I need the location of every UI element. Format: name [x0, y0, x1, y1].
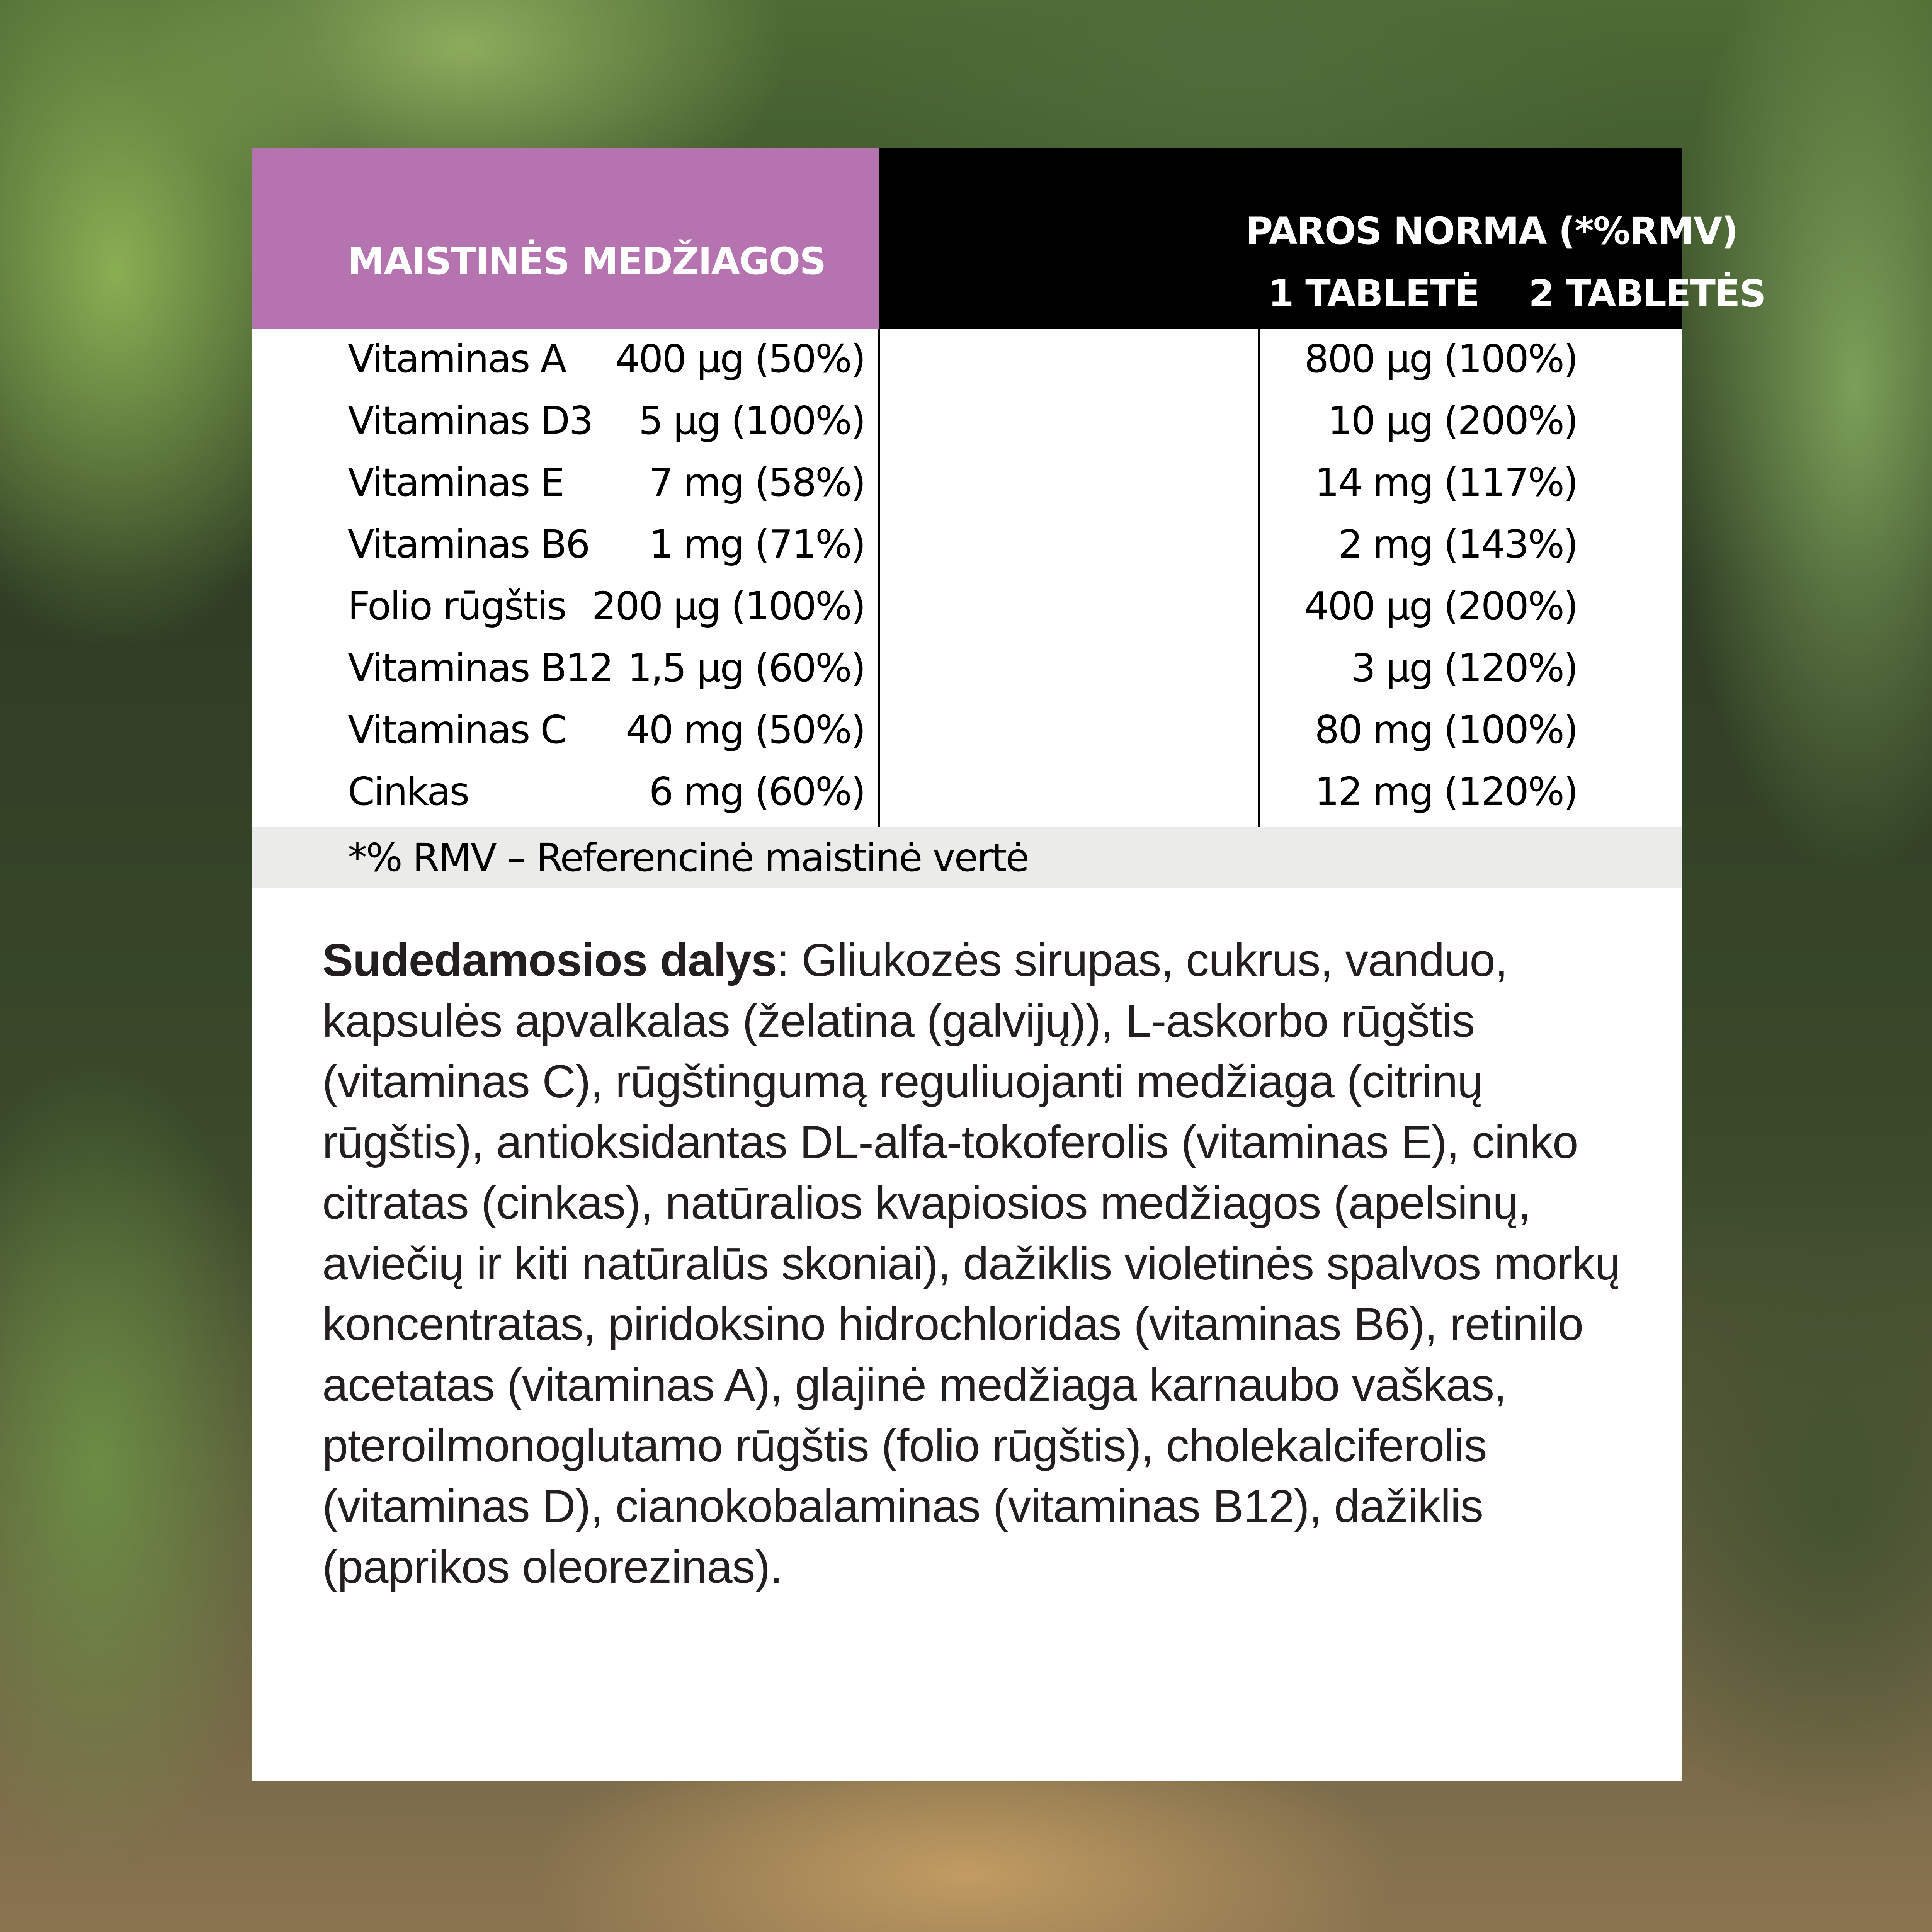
- header-daily-norm-label: PAROS NORMA (*%RMV): [1246, 209, 1738, 253]
- ingredients-label: Sudedamosios dalys: [322, 934, 777, 986]
- header-nutrients-label: MAISTINĖS MEDŽIAGOS: [348, 240, 826, 283]
- nutrient-name: Vitaminas B12: [348, 645, 613, 690]
- header-one-tablet-label: 1 TABLETĖ: [1268, 272, 1479, 315]
- table-row: [252, 577, 1682, 638]
- nutrient-name: Folio rūgštis: [348, 583, 566, 629]
- nutrition-card: [252, 148, 1765, 1781]
- one-tablet-value: 40 mg (50%): [625, 707, 865, 752]
- table-row: [252, 700, 1682, 762]
- header-two-tablets-label: 2 TABLETĖS: [1529, 272, 1765, 315]
- footnote-text: *% RMV – Referencinė maistinė vertė: [348, 835, 1028, 880]
- rmv-footnote: [252, 827, 1682, 888]
- table-row: [252, 329, 1682, 391]
- ingredients-text: Gliukozės sirupas, cukrus, vanduo, kapsulės apvalkalas (želatina (galvijų)), L-askorbo rūgštis (vitaminas C), rūgštingumą reguliuojanti medžiaga (citrinų rūgštis), antioksidantas DL-alfa-tokoferolis (vitaminas E), cinko citratas (cinkas), natūralios kvapiosios medžiagos (apelsinų, aviečių ir kiti natūralūs skoniai), dažiklis violetinės spalvos morkų koncentratas, piridoksino hidrochloridas (vitaminas B6), retinilo acetatas (vitaminas A), glajinė medžiaga karnaubo vaškas, pteroilmonoglutamo rūgštis (folio rūgštis), cholekalciferolis (vitaminas D), cianokobalaminas (vitaminas B12), dažiklis (paprikos oleorezinas).: [322, 934, 1621, 1593]
- one-tablet-value: 6 mg (60%): [649, 769, 865, 814]
- two-tablets-value: 800 µg (100%): [1304, 336, 1577, 381]
- nutrient-name: Vitaminas C: [348, 707, 566, 752]
- header-nutrients-cell: [252, 148, 879, 329]
- table-row: [252, 638, 1682, 700]
- ingredients-separator: :: [776, 934, 802, 986]
- nutrient-name: Vitaminas A: [348, 336, 566, 381]
- two-tablets-value: 10 µg (200%): [1328, 398, 1577, 443]
- two-tablets-value: 2 mg (143%): [1338, 522, 1577, 567]
- table-row: [252, 762, 1682, 824]
- one-tablet-value: 400 µg (50%): [615, 336, 865, 381]
- two-tablets-value: 400 µg (200%): [1304, 583, 1577, 629]
- two-tablets-value: 80 mg (100%): [1315, 707, 1577, 752]
- nutrient-name: Vitaminas D3: [348, 398, 592, 443]
- one-tablet-value: 7 mg (58%): [649, 460, 865, 505]
- table-row: [252, 391, 1682, 453]
- ingredients-paragraph: [322, 930, 1621, 1597]
- two-tablets-value: 12 mg (120%): [1315, 769, 1577, 814]
- one-tablet-value: 1 mg (71%): [649, 522, 865, 567]
- two-tablets-value: 14 mg (117%): [1315, 460, 1577, 505]
- header-daily-norm-cell: [879, 148, 1765, 329]
- nutrient-name: Vitaminas E: [348, 460, 564, 505]
- one-tablet-value: 200 µg (100%): [592, 583, 865, 629]
- one-tablet-value: 1,5 µg (60%): [628, 645, 865, 690]
- table-row: [252, 453, 1682, 515]
- table-row: [252, 515, 1682, 577]
- two-tablets-value: 3 µg (120%): [1351, 645, 1577, 690]
- one-tablet-value: 5 µg (100%): [638, 398, 865, 443]
- nutrient-name: Cinkas: [348, 769, 469, 814]
- nutrient-name: Vitaminas B6: [348, 522, 589, 567]
